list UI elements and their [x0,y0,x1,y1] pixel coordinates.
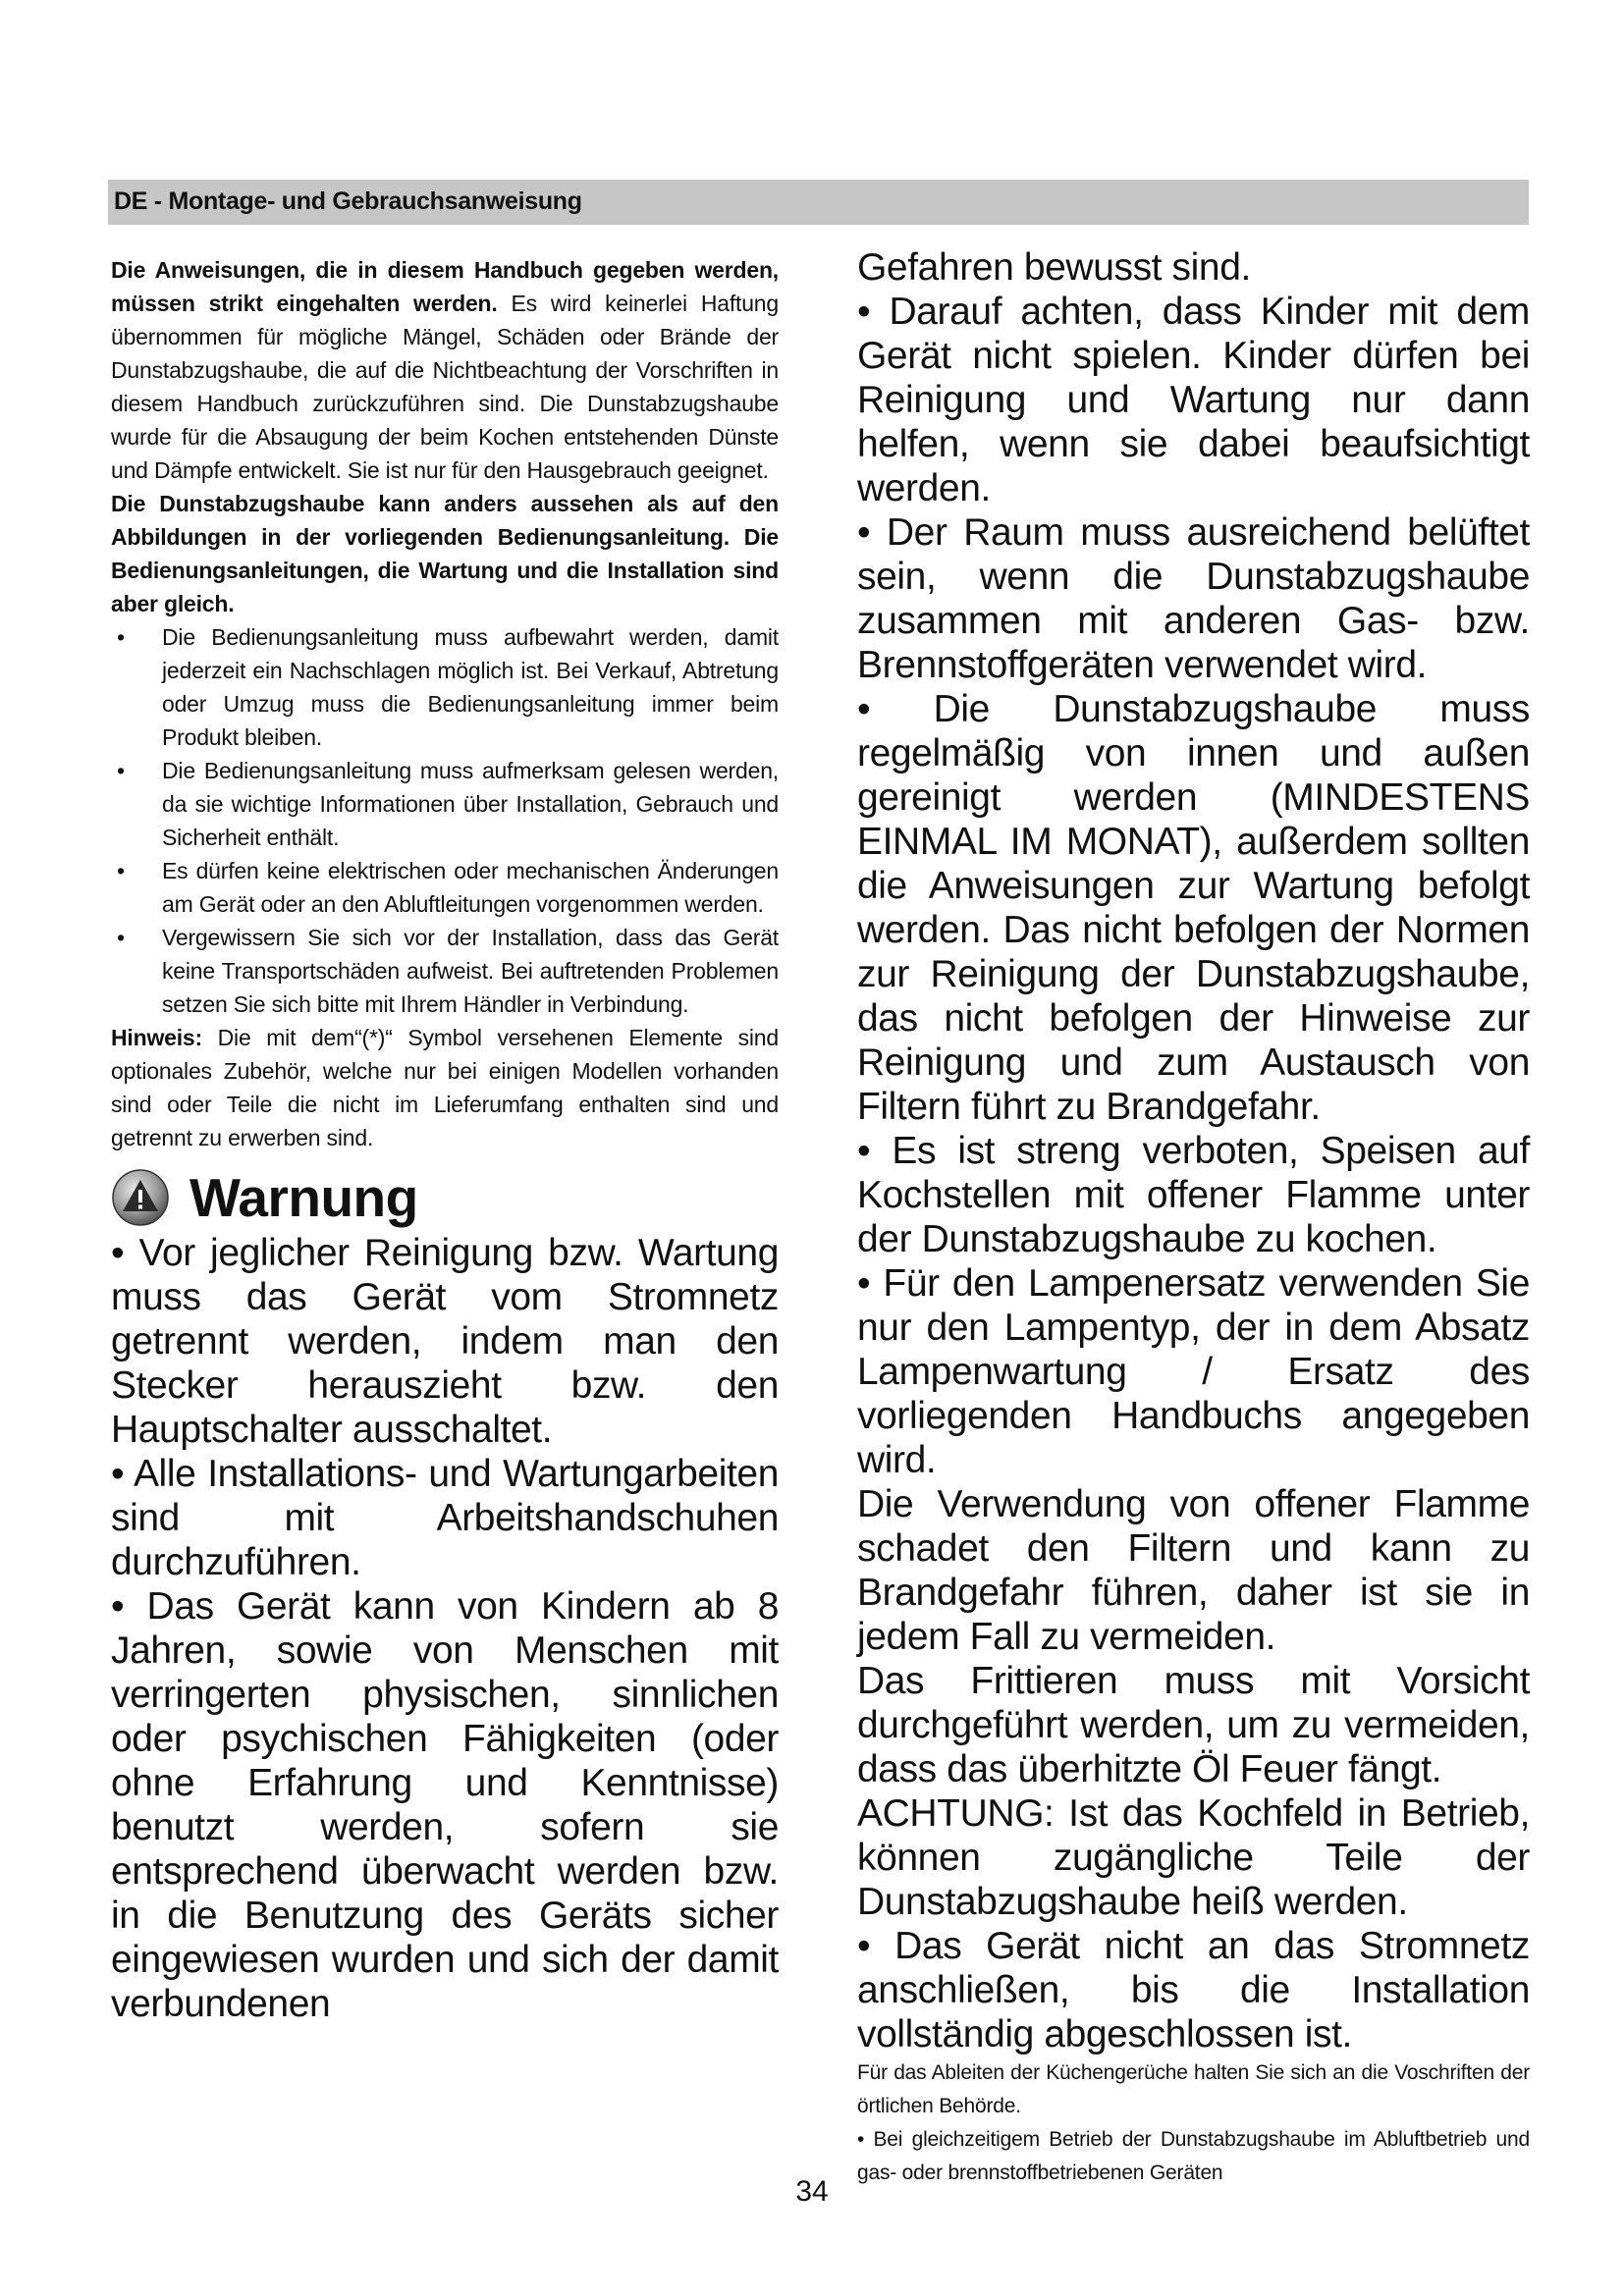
warning-heading [111,1168,779,1227]
section-header [108,180,1529,225]
list-item: • Die Bedienungsanleitung muss aufmerksam gelesen werden, da sie wichtige Informationen über Installation, Gebrauch und Sicherheit enthält. [111,754,779,854]
note-text: Die mit dem“(*)“ Symbol versehenen Elemente sind optionales Zubehör, welche nur bei einigen Modellen vorhanden sind oder Teile die nicht im Lieferumfang enthalten sind und getrennt zu erwerben sind. [111,1025,779,1150]
note-paragraph [111,1021,779,1154]
section-header-title: DE - Montage- und Gebrauchsanweisung [114,187,582,215]
warning-paragraph: • Darauf achten, dass Kinder mit dem Gerät nicht spielen. Kinder dürfen bei Reinigung und Wartung nur dann helfen, wenn sie dabei beaufsichtigt werden. [857,291,1530,509]
warning-paragraph: • Es ist streng verboten, Speisen auf Kochstellen mit offener Flamme unter der Dunstabzugshaube zu kochen. [857,1130,1530,1260]
warning-paragraph: Gefahren bewusst sind. [857,246,1251,289]
intro-paragraph [111,253,779,487]
warning-paragraph: • Für den Lampenersatz verwenden Sie nur den Lampentyp, der in dem Absatz Lampenwartung / Ersatz des vorliegenden Handbuchs angegeben wird. [857,1262,1530,1481]
warning-icon [111,1168,170,1227]
intro-rest-text: Es wird keinerlei Haftung übernommen für mögliche Mängel, Schäden oder Brände der Dunstabzugshaube, die auf die Nichtbeachtung der Vorschriften in diesem Handbuch zurückzuführen sind. Die Dunstabzugshaube wurde für die Absaugung der beim Kochen entstehenden Dünste und Dämpfe entwickelt. Sie ist nur für den Hausgebrauch geeignet. [111,291,779,483]
small-paragraph: Für das Ableiten der Küchengerüche halten Sie sich an die Voschriften der örtlichen Behörde. [857,2061,1530,2117]
warning-paragraph: ACHTUNG: Ist das Kochfeld in Betrieb, können zugängliche Teile der Dunstabzugshaube heiß werden. [857,1792,1530,1923]
warning-paragraph: • Der Raum muss ausreichend belüftet sein, wenn die Dunstabzugshaube zusammen mit anderen Gas- bzw. Brennstoffgeräten verwendet wird. [857,511,1530,686]
warning-paragraph: • Das Gerät kann von Kindern ab 8 Jahren, sowie von Menschen mit verringerten physischen, sinnlichen oder psychischen Fähigkeiten (oder ohne Erfahrung und Kenntnisse) benutzt werden, sofern sie entsprechend überwacht werden bzw. in die Benutzung des Geräts sicher eingewiesen wurden und sich der damit verbundenen [111,1585,779,2025]
note-label: Hinweis: [111,1025,202,1050]
list-item: • Es dürfen keine elektrischen oder mechanischen Änderungen am Gerät oder an den Abluftleitungen vorgenommen werden. [111,854,779,921]
appearance-note-paragraph: Die Dunstabzugshaube kann anders aussehen als auf den Abbildungen in der vorliegenden Bedienungsanleitung. Die Bedienungsanleitungen, die Wartung und die Installation sind aber gleich. [111,491,779,616]
warning-paragraph: Die Verwendung von offener Flamme schadet den Filtern und kann zu Brandgefahr führen, daher ist sie in jedem Fall zu vermeiden. [857,1483,1530,1658]
warning-title: Warnung [189,1167,418,1228]
page-number: 34 [795,2175,829,2208]
warning-paragraph: Das Frittieren muss mit Vorsicht durchgeführt werden, um zu vermeiden, dass das überhitzte Öl Feuer fängt. [857,1660,1530,1790]
small-paragraph: • Bei gleichzeitigem Betrieb der Dunstabzugshaube im Abluftbetrieb und gas- oder brennstoffbetriebenen Geräten [857,2128,1530,2184]
warning-paragraph: • Das Gerät nicht an das Stromnetz anschließen, bis die Installation vollständig abgeschlossen ist. [857,1925,1530,2056]
instructions-list [111,620,779,1021]
list-item: • Die Bedienungsanleitung muss aufbewahrt werden, damit jederzeit ein Nachschlagen möglich ist. Bei Verkauf, Abtretung oder Umzug muss die Bedienungsanleitung immer beim Produkt bleiben. [111,620,779,754]
warning-paragraph: • Alle Installations- und Wartungarbeiten sind mit Arbeitshandschuhen durchzuführen. [111,1453,779,1583]
right-column [857,245,1530,2190]
intro-bold-text: Die Anweisungen, die in diesem Handbuch gegeben werden, müssen strikt eingehalten werden. [111,257,779,316]
left-column [111,253,779,2026]
warning-paragraph: • Vor jeglicher Reinigung bzw. Wartung muss das Gerät vom Stromnetz getrennt werden, indem man den Stecker herauszieht bzw. den Hauptschalter ausschaltet. [111,1232,779,1451]
warning-paragraph: • Die Dunstabzugshaube muss regelmäßig von innen und außen gereinigt werden (MINDESTENS EINMAL IM MONAT), außerdem sollten die Anweisungen zur Wartung befolgt werden. Das nicht befolgen der Normen zur Reinigung der Dunstabzugshaube, das nicht befolgen der Hinweise zur Reinigung und zum Austausch von Filtern führt zu Brandgefahr. [857,688,1530,1128]
list-item: • Vergewissern Sie sich vor der Installation, dass das Gerät keine Transportschäden aufweist. Bei auftretenden Problemen setzen Sie sich bitte mit Ihrem Händler in Verbindung. [111,921,779,1021]
